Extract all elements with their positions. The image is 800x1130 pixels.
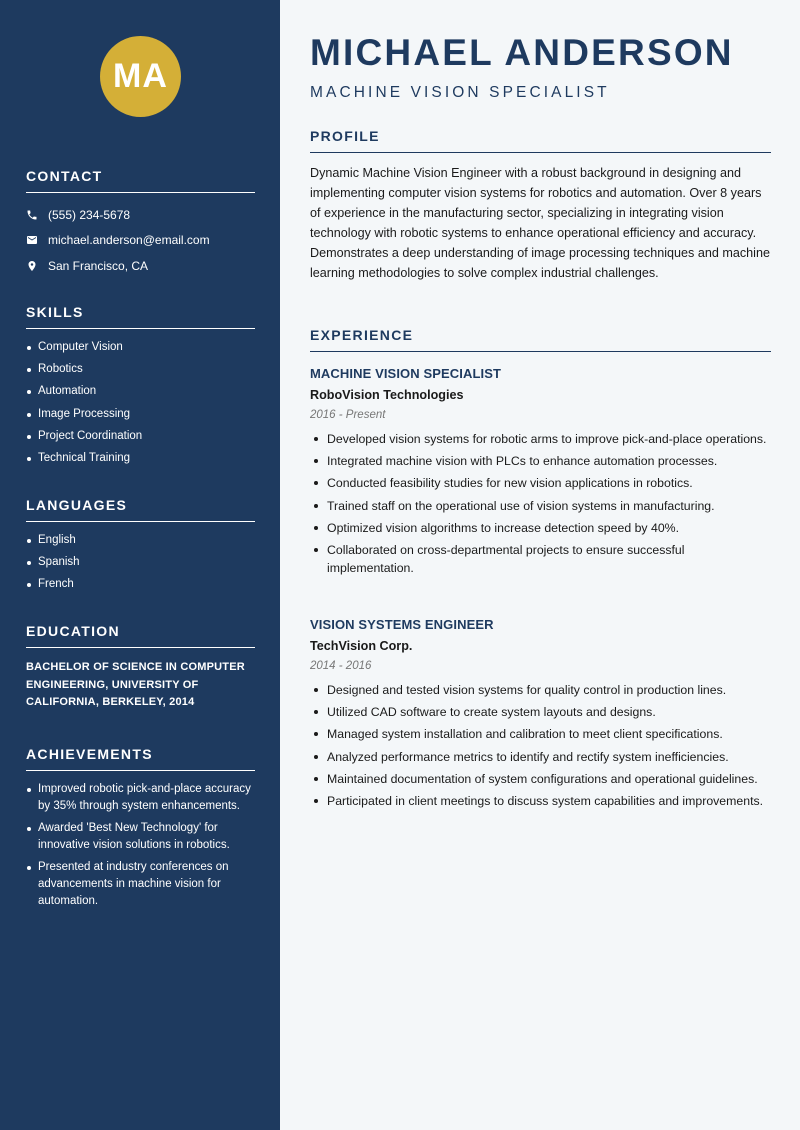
job-company: RoboVision Technologies xyxy=(310,388,464,402)
job-entry xyxy=(310,617,771,814)
achievement-item: Improved robotic pick-and-place accuracy by 35% through system enhancements. xyxy=(26,781,255,815)
job-bullet: Maintained documentation of system configurations and operational guidelines. xyxy=(310,770,771,788)
email-text[interactable]: michael.anderson@email.com xyxy=(48,233,210,248)
languages-list xyxy=(26,532,255,593)
achievements-heading: ACHIEVEMENTS xyxy=(26,746,255,771)
job-dates: 2014 - 2016 xyxy=(310,660,372,672)
contact-location xyxy=(26,253,255,279)
skill-item: Image Processing xyxy=(26,406,255,423)
language-item: Spanish xyxy=(26,554,255,571)
contact-phone xyxy=(26,202,255,228)
sidebar xyxy=(0,0,280,1130)
job-bullet: Utilized CAD software to create system layouts and designs. xyxy=(310,703,771,721)
job-bullet: Analyzed performance metrics to identify and rectify system inefficiencies. xyxy=(310,748,771,766)
avatar xyxy=(100,36,181,117)
candidate-title: MACHINE VISION SPECIALIST xyxy=(310,84,610,101)
education-section xyxy=(26,623,255,712)
job-company: TechVision Corp. xyxy=(310,639,413,653)
avatar-initials: MA xyxy=(113,57,168,95)
contact-heading: CONTACT xyxy=(26,168,255,193)
candidate-name: MICHAEL ANDERSON xyxy=(310,32,734,73)
location-pin-icon xyxy=(26,260,48,272)
mail-icon xyxy=(26,234,48,246)
contact-email xyxy=(26,228,255,254)
contact-section xyxy=(26,168,255,279)
job-bullet: Collaborated on cross-departmental projects to ensure successful implementation. xyxy=(310,541,771,577)
skills-heading: SKILLS xyxy=(26,304,255,329)
achievements-list xyxy=(26,781,255,910)
job-bullet: Trained staff on the operational use of vision systems in manufacturing. xyxy=(310,497,771,515)
languages-section xyxy=(26,497,255,599)
job-bullet: Designed and tested vision systems for quality control in production lines. xyxy=(310,681,771,699)
job-bullets xyxy=(310,681,771,810)
achievement-item: Awarded 'Best New Technology' for innovative vision solutions in robotics. xyxy=(26,820,255,854)
education-degree: BACHELOR OF SCIENCE IN COMPUTER ENGINEERING, UNIVERSITY OF CALIFORNIA, BERKELEY, 2014 xyxy=(26,661,245,708)
profile-heading: PROFILE xyxy=(310,128,771,153)
job-bullet: Developed vision systems for robotic arms to improve pick-and-place operations. xyxy=(310,430,771,448)
language-item: English xyxy=(26,532,255,549)
education-heading: EDUCATION xyxy=(26,623,255,648)
skill-item: Computer Vision xyxy=(26,339,255,356)
job-title: VISION SYSTEMS ENGINEER xyxy=(310,617,494,632)
job-bullet: Integrated machine vision with PLCs to enhance automation processes. xyxy=(310,452,771,470)
skill-item: Automation xyxy=(26,383,255,400)
languages-heading: LANGUAGES xyxy=(26,497,255,522)
phone-icon xyxy=(26,209,48,221)
job-bullet: Optimized vision algorithms to increase detection speed by 40%. xyxy=(310,519,771,537)
job-bullet: Participated in client meetings to discuss system capabilities and improvements. xyxy=(310,792,771,810)
job-dates: 2016 - Present xyxy=(310,409,386,421)
profile-text: Dynamic Machine Vision Engineer with a robust background in designing and implementing computer vision systems for robotics and automation. Over 8 years of experience in the manufacturing sector, specializing in integrating vision technology with robotic systems to enhance operational efficiency and accuracy. Demonstrates a deep understanding of image processing techniques and machine learning methodologies to solve complex industrial challenges. xyxy=(310,166,770,281)
experience-heading: EXPERIENCE xyxy=(310,327,771,352)
achievement-item: Presented at industry conferences on advancements in machine vision for automation. xyxy=(26,859,255,910)
language-item: French xyxy=(26,576,255,593)
job-title: MACHINE VISION SPECIALIST xyxy=(310,366,502,381)
job-entry xyxy=(310,366,771,581)
skills-section xyxy=(26,304,255,472)
job-bullet: Conducted feasibility studies for new vision applications in robotics. xyxy=(310,474,771,492)
skill-item: Technical Training xyxy=(26,450,255,467)
phone-text[interactable]: (555) 234-5678 xyxy=(48,207,131,222)
job-bullet: Managed system installation and calibration to meet client specifications. xyxy=(310,725,771,743)
achievements-section xyxy=(26,746,255,916)
skill-item: Project Coordination xyxy=(26,428,255,445)
location-text: San Francisco, CA xyxy=(48,258,149,273)
skill-item: Robotics xyxy=(26,361,255,378)
skills-list xyxy=(26,339,255,467)
job-bullets xyxy=(310,430,771,577)
